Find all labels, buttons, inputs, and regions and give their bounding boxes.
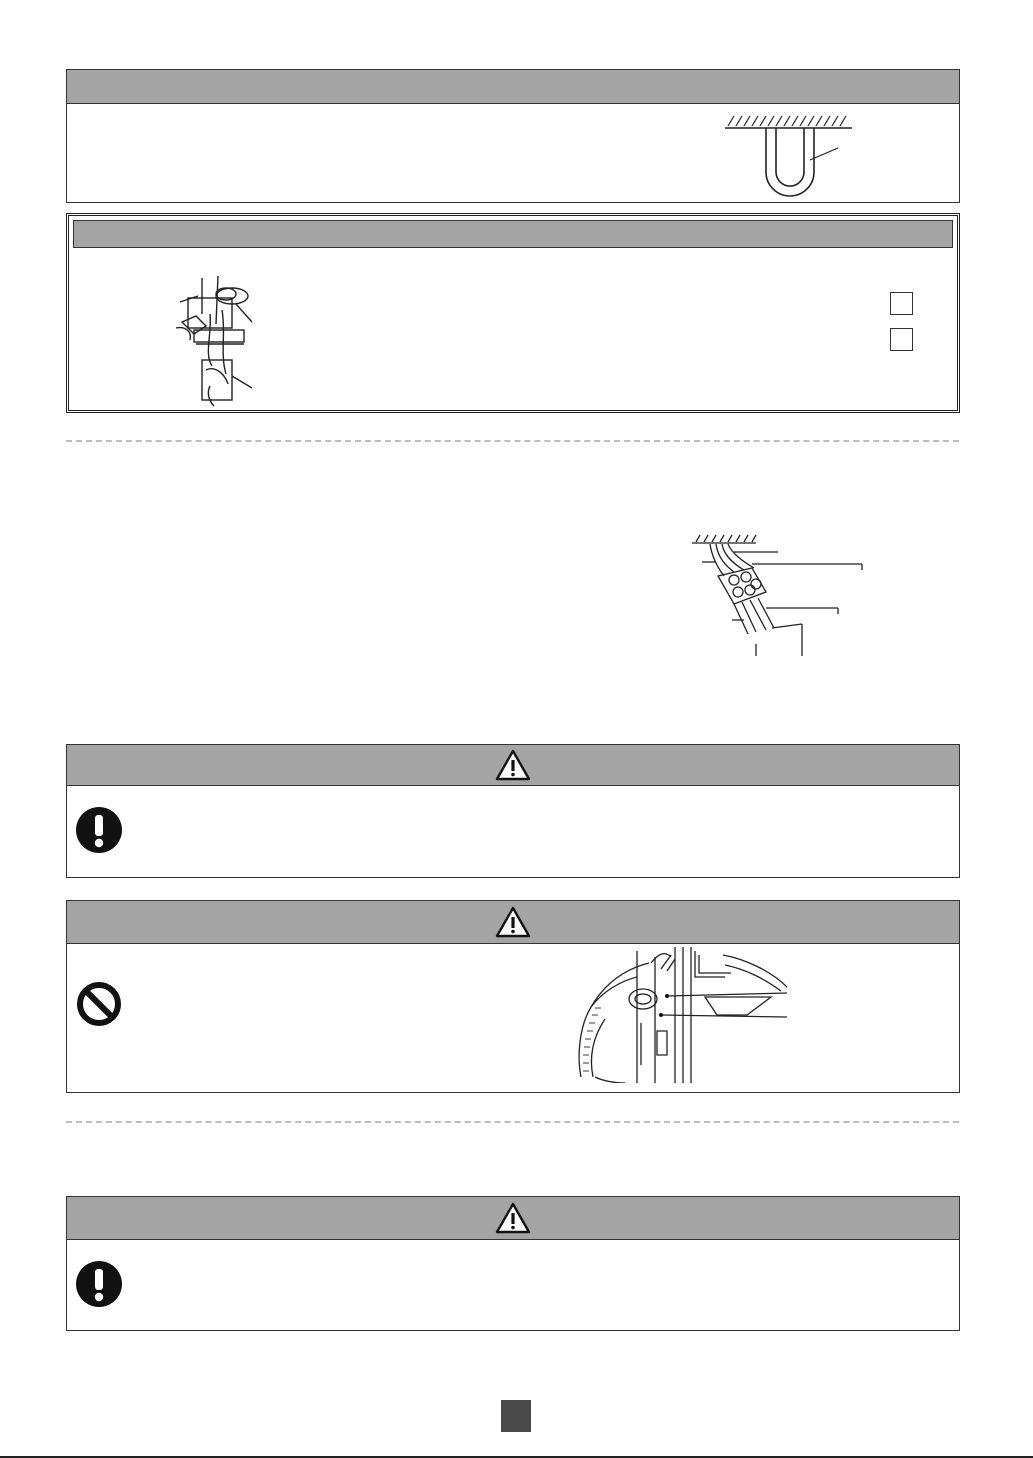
checkbox-2[interactable] (890, 328, 913, 351)
caution-header-1 (67, 745, 959, 786)
caution-box-3 (66, 1196, 960, 1331)
section-divider-2 (66, 1121, 959, 1123)
checkbox-1[interactable] (890, 292, 913, 315)
prohibited-icon (76, 981, 122, 1027)
caution-header-2 (67, 901, 959, 944)
wiring-box (66, 213, 960, 413)
caution-header-3 (67, 1197, 959, 1240)
caution-box-2 (66, 900, 960, 1093)
section-divider (66, 440, 959, 442)
wiring-header (73, 220, 953, 248)
u-loop-illustration (722, 114, 862, 200)
caution-box-1 (66, 744, 960, 878)
warning-triangle-icon (495, 1202, 531, 1234)
warning-triangle-icon (495, 749, 531, 781)
mandatory-action-icon (75, 1260, 123, 1308)
page-number-box (501, 1400, 531, 1432)
wire-bundle-illustration (690, 532, 870, 660)
mandatory-action-icon (75, 806, 123, 854)
drain-hose-header (67, 70, 959, 104)
drain-pan-illustration (575, 947, 795, 1083)
warning-triangle-icon (495, 906, 531, 938)
drain-hose-box (66, 69, 960, 203)
terminal-wiring-illustration (166, 274, 266, 410)
